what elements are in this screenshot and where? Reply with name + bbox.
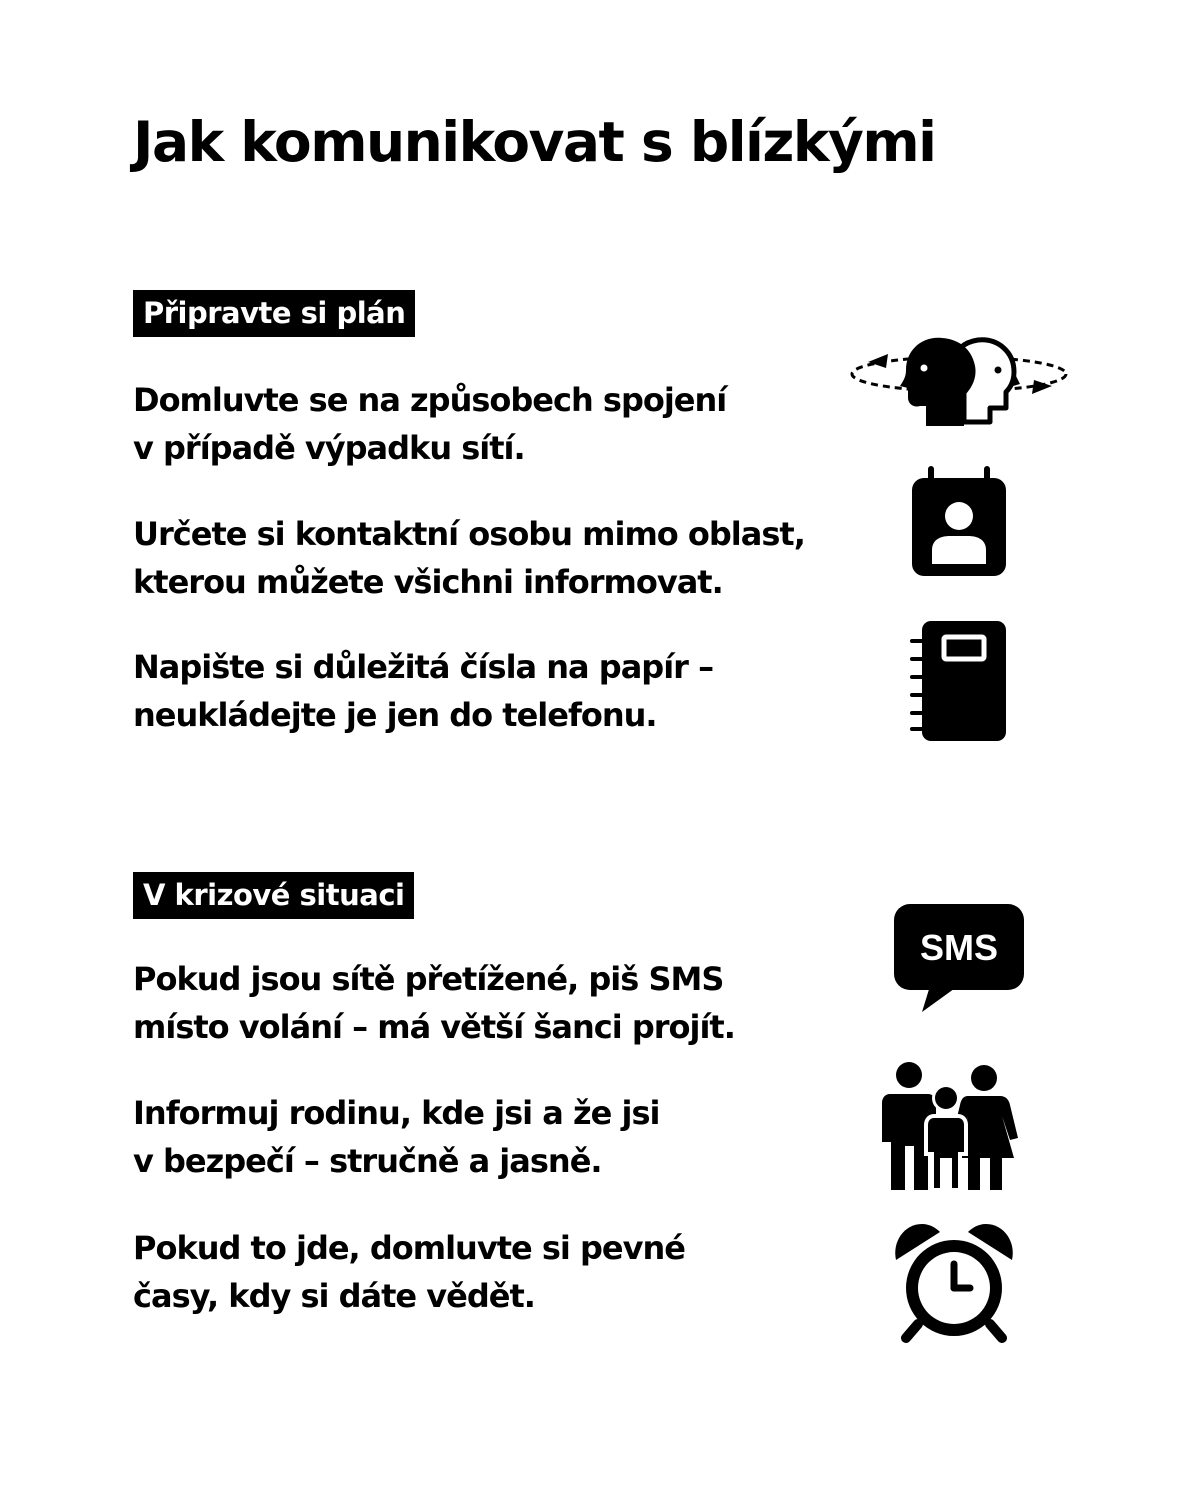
tip-line: časy, kdy si dáte vědět. [133,1277,535,1315]
tip-line: místo volání – má větší šanci projít. [133,1008,735,1046]
page-title: Jak komunikovat s blízkými [133,110,936,174]
tip-text [133,510,853,606]
tip-line: Určete si kontaktní osobu mimo oblast, [133,515,805,553]
alarm-clock-icon [892,1220,1016,1344]
tip-text [133,643,853,739]
section-badge-crisis: V krizové situaci [133,872,414,919]
tip-text [133,376,853,472]
tip-line: Pokud jsou sítě přetížené, piš SMS [133,960,724,998]
tip-line: Domluvte se na způsobech spojení [133,381,727,419]
section-badge-plan: Připravte si plán [133,290,415,337]
tip-line: Informuj rodinu, kde jsi a že jsi [133,1094,660,1132]
contact-card-icon [910,466,1008,578]
sms-bubble-icon [892,902,1026,1014]
tip-line: v případě výpadku sítí. [133,429,525,467]
notebook-icon [910,621,1008,743]
tip-text [133,955,853,1051]
people-exchange-icon [848,334,1070,430]
tip-text [133,1224,853,1320]
family-icon [878,1058,1020,1192]
tip-line: neukládejte je jen do telefonu. [133,696,657,734]
tip-line: kterou můžete všichni informovat. [133,563,723,601]
tip-text [133,1089,853,1185]
tip-line: v bezpečí – stručně a jasně. [133,1142,602,1180]
tip-line: Napište si důležitá čísla na papír – [133,648,714,686]
sms-bubble-label: SMS [919,927,999,968]
tip-line: Pokud to jde, domluvte si pevné [133,1229,685,1267]
